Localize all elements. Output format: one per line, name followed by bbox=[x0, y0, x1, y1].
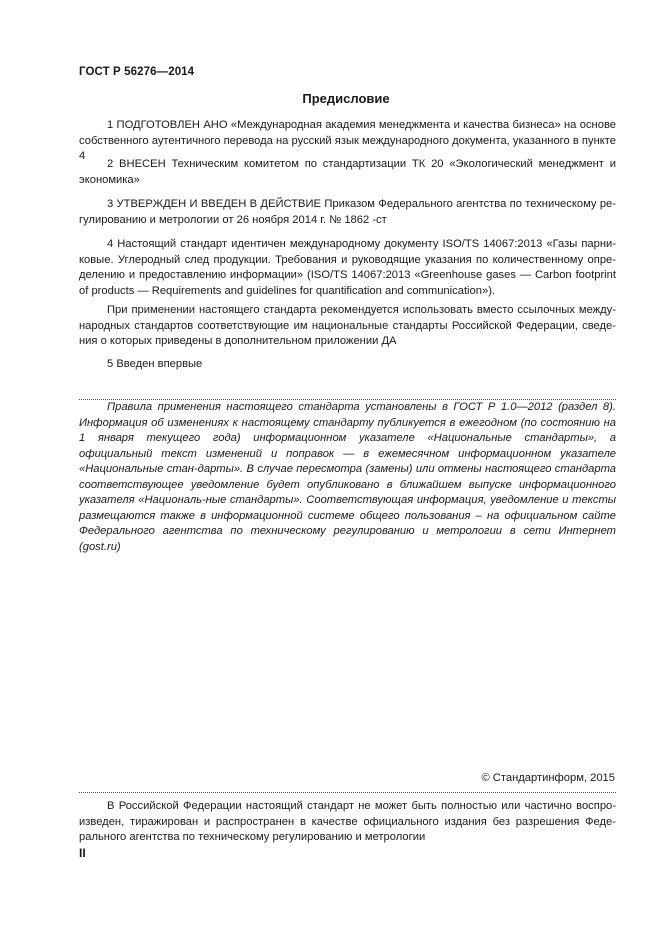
paragraph-prepared-by: 1 ПОДГОТОВЛЕН АНО «Международная академия менеджмента и качества бизнеса» на основе собственного аутентичного перевода на русский язык международного документа, указанного в пункте 4 bbox=[79, 119, 616, 162]
divider-bottom bbox=[79, 792, 616, 793]
paragraph-introduced-by: 2 ВНЕСЕН Техническим комитетом по стандартизации ТК 20 «Экологический менеджмент и экономика» bbox=[79, 158, 616, 186]
paragraph-identical-standard: 4 Настоящий стандарт идентичен международному документу ISO/TS 14067:2013 «Газы парни-ковые. Углеродный след продукции. Требования и руководящие указания по количественному опре-делению и предоставлению информации» (ISO/TS 14067:2013 «Greenhouse gases — Carbon footprint of products — Requirements and guidelines for quantification and communication»). bbox=[79, 238, 616, 297]
italic-rules-note: Правила применения настоящего стандарта установлены в ГОСТ Р 1.0—2012 (раздел 8). Информация об изменениях к настоящему стандарту публикуется в ежегодном (по состоянию на 1 января текущего года) информационном указателе «Национальные стандарты», а официальный текст изменений и поправок — в ежемесячном информационном указателе «Национальные стан-дарты». В случае пересмотра (замены) или отмены настоящего стандарта соответствующее уведомление будет опубликовано в ближайшем выпуске информационного указателя «Националь-ные стандарты». Соответствующая информация, уведомление и тексты размещаются также в информационной системе общего пользования – на официальном сайте Федерального агентства по техническому регулированию и метрологии в сети Интернет (gost.ru) bbox=[79, 401, 616, 553]
paragraph-first-introduced: 5 Введен впервые bbox=[107, 358, 203, 370]
copyright: © Стандартинформ, 2015 bbox=[481, 772, 615, 784]
paragraph-approved: 3 УТВЕРЖДЕН И ВВЕДЕН В ДЕЙСТВИЕ Приказом Федерального агентства по техническому ре-гулированию и метрологии от 26 ноября 2014 г. № 1862 -ст bbox=[79, 198, 616, 226]
paragraph-references-note: При применении настоящего стандарта рекомендуется использовать вместо ссылочных между-народных стандартов соответствующие им национальные стандарты Российской Федерации, сведе-ния о которых приведены в дополнительном приложении ДА bbox=[79, 304, 616, 347]
page-number: II bbox=[79, 846, 86, 860]
standard-code-header: ГОСТ Р 56276—2014 bbox=[79, 66, 195, 78]
reproduction-notice: В Российской Федерации настоящий стандарт не может быть полностью или частично воспро-изведен, тиражирован и распространен в качестве официального издания без разрешения Феде-рального агентства по техническому регулированию и метрологии bbox=[79, 800, 616, 843]
page-title: Предисловие bbox=[302, 91, 390, 106]
